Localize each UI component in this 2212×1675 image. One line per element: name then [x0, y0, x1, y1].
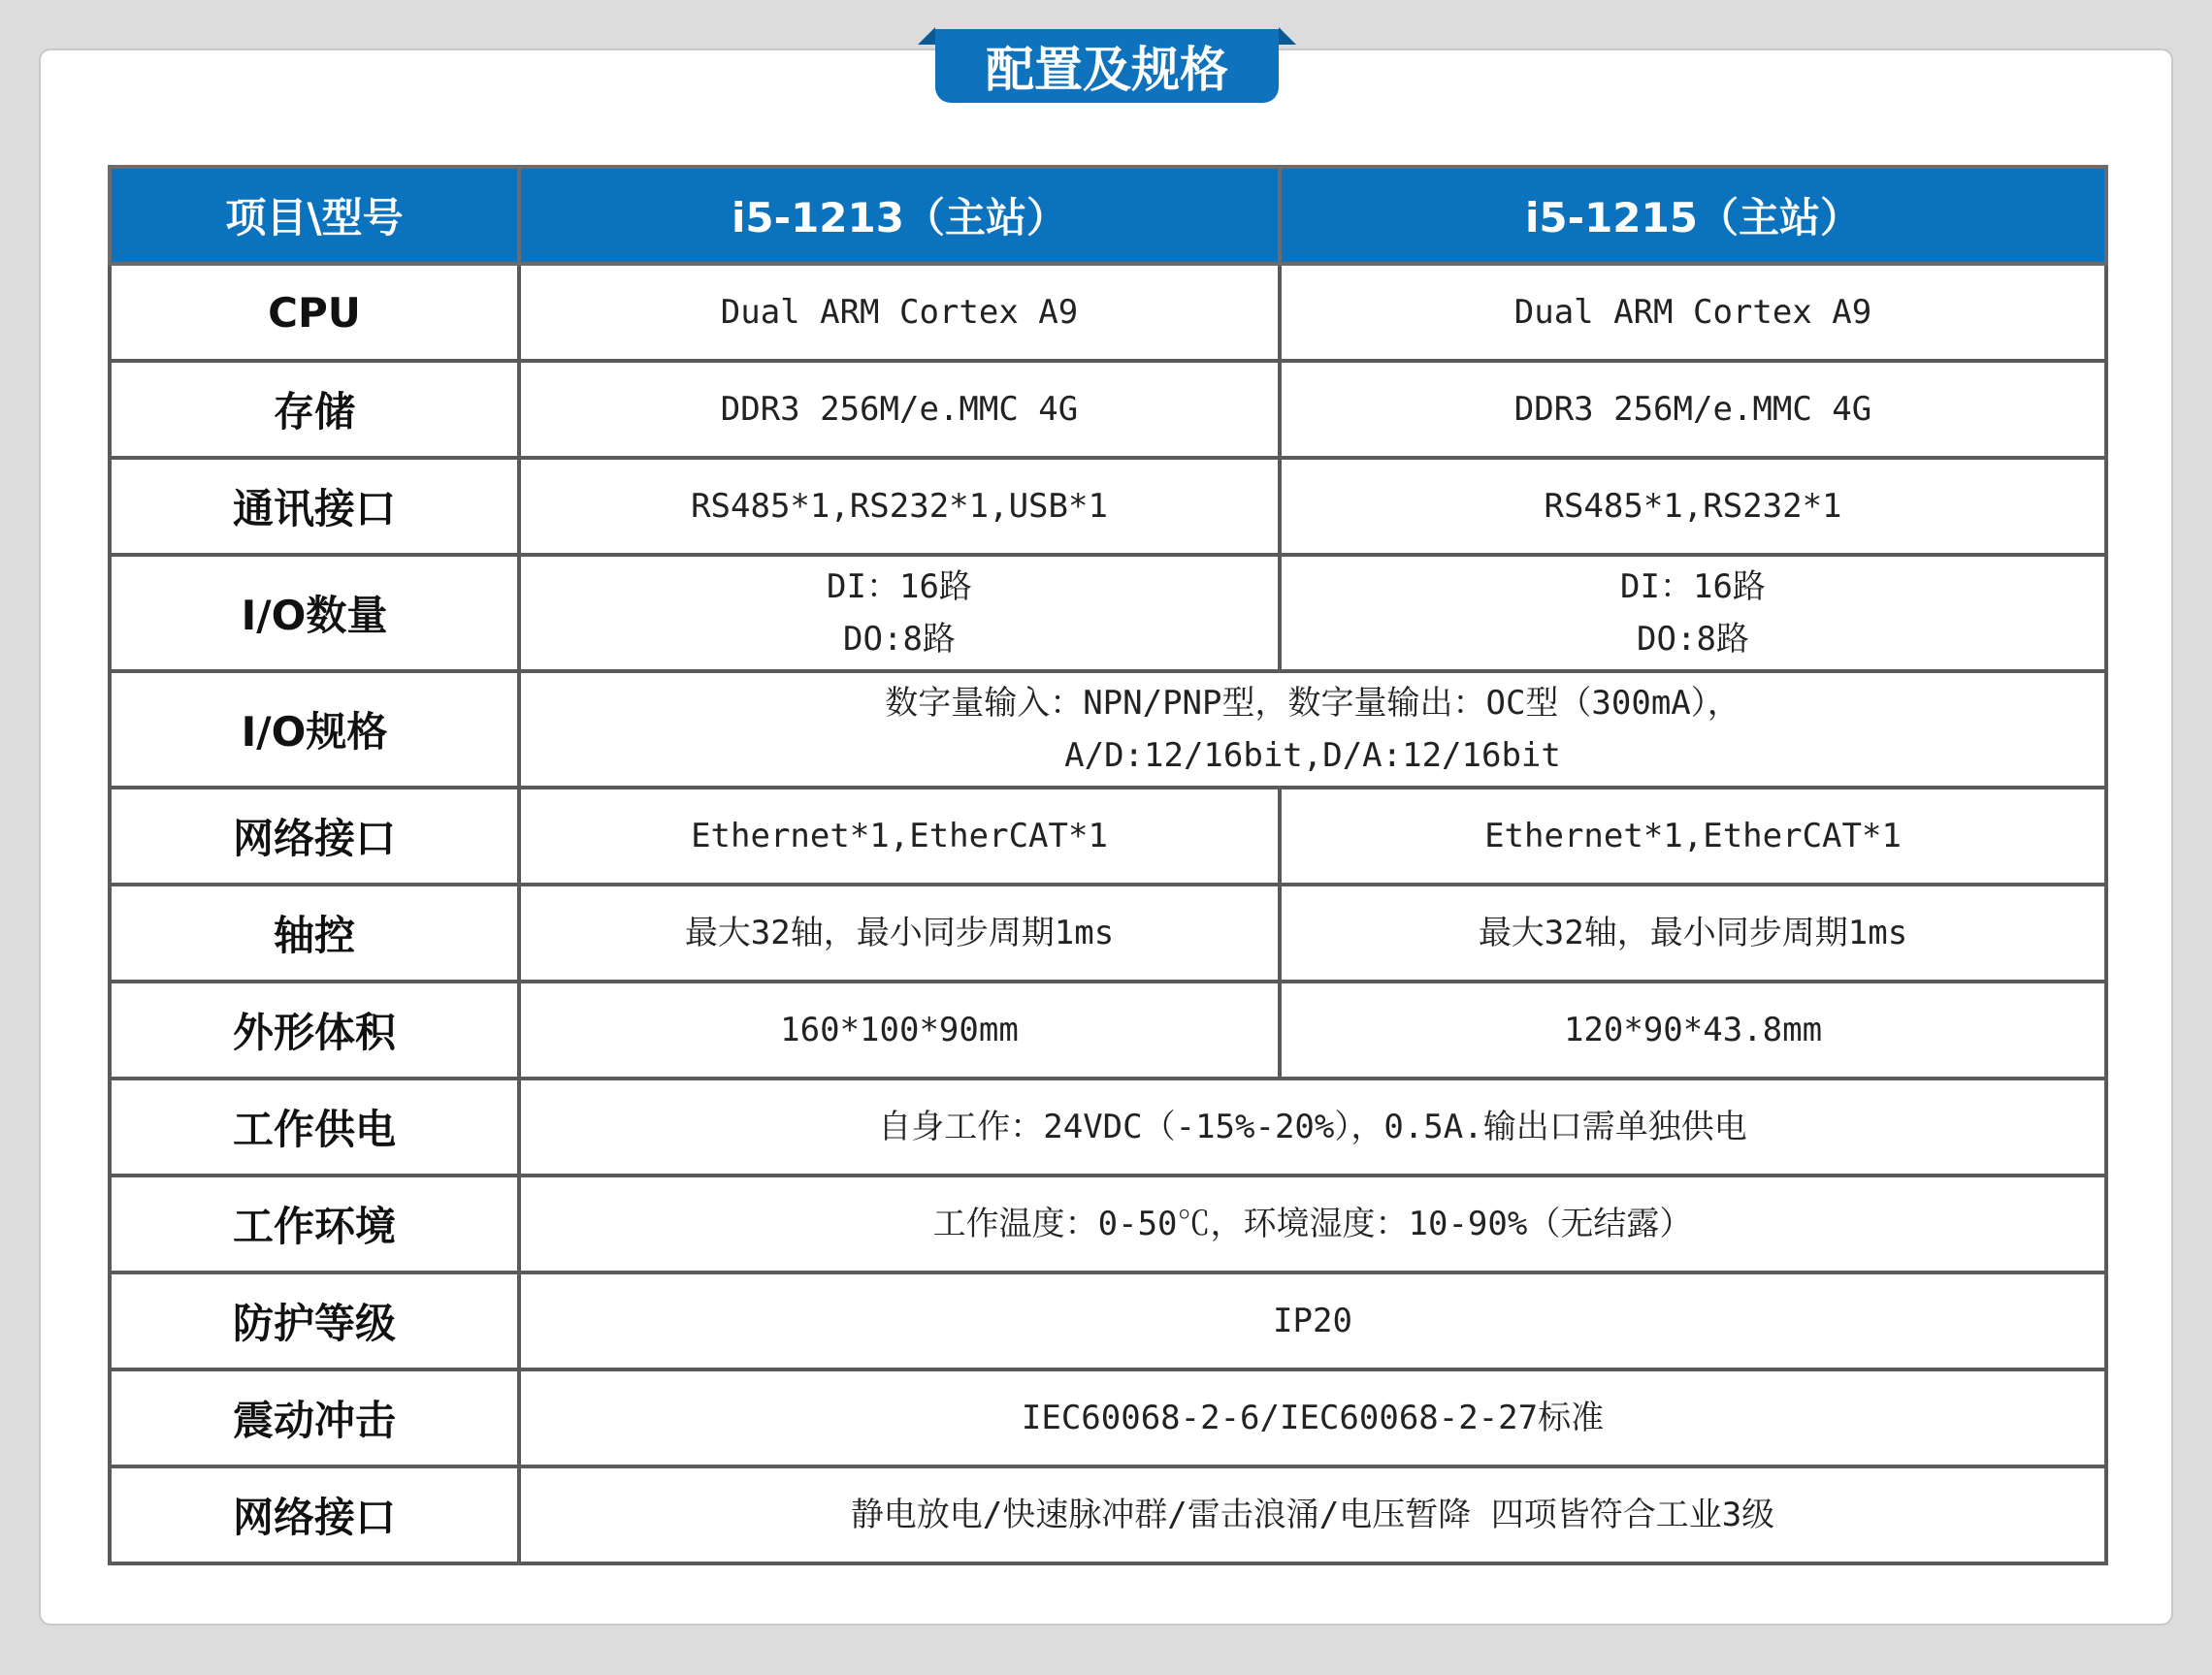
row-label: 网络接口 [110, 788, 519, 885]
table-row-axis [110, 885, 2106, 982]
cell-value: RS485*1,RS232*1,USB*1 [519, 458, 1280, 555]
cell-value [519, 555, 1280, 671]
table-row-emc [110, 1466, 2106, 1563]
row-label: 外形体积 [110, 982, 519, 1079]
row-label: 工作供电 [110, 1079, 519, 1176]
table-row-storage [110, 361, 2106, 458]
table-row-power [110, 1079, 2106, 1176]
cell-value-merged [519, 671, 2106, 788]
table-row-io-spec [110, 671, 2106, 788]
cell-line: DI：16路 [827, 567, 972, 606]
header-item-model: 项目\型号 [110, 167, 519, 264]
row-label: 存储 [110, 361, 519, 458]
table-row-size [110, 982, 2106, 1079]
row-label: 轴控 [110, 885, 519, 982]
cell-value: Dual ARM Cortex A9 [1280, 264, 2106, 361]
row-label: 网络接口 [110, 1466, 519, 1563]
cell-value: Dual ARM Cortex A9 [519, 264, 1280, 361]
cell-line: 数字量输入：NPN/PNP型，数字量输出：OC型（300mA）， [885, 684, 1740, 723]
cell-value: Ethernet*1,EtherCAT*1 [1280, 788, 2106, 885]
row-label: CPU [110, 264, 519, 361]
cell-value-merged: 工作温度：0-50℃，环境湿度：10-90%（无结露） [519, 1176, 2106, 1272]
cell-line: A/D:12/16bit,D/A:12/16bit [1064, 736, 1561, 775]
cell-value: 120*90*43.8mm [1280, 982, 2106, 1079]
cell-value: 最大32轴，最小同步周期1ms [1280, 885, 2106, 982]
table-row-io-count [110, 555, 2106, 671]
cell-value-merged: 自身工作：24VDC（-15%-20%），0.5A.输出口需单独供电 [519, 1079, 2106, 1176]
header-i5-1213: i5-1213（主站） [519, 167, 1280, 264]
cell-line: DO:8路 [843, 620, 956, 659]
cell-value [1280, 555, 2106, 671]
title-tab-fold-right [1279, 27, 1296, 45]
table-row-protection [110, 1272, 2106, 1369]
row-label: 通讯接口 [110, 458, 519, 555]
cell-value: 最大32轴，最小同步周期1ms [519, 885, 1280, 982]
row-label: I/O规格 [110, 671, 519, 788]
header-i5-1215: i5-1215（主站） [1280, 167, 2106, 264]
cell-value: DDR3 256M/e.MMC 4G [519, 361, 1280, 458]
row-label: 工作环境 [110, 1176, 519, 1272]
cell-value: RS485*1,RS232*1 [1280, 458, 2106, 555]
table-header-row [110, 167, 2106, 264]
cell-value-merged: 静电放电/快速脉冲群/雷击浪涌/电压暂降 四项皆符合工业3级 [519, 1466, 2106, 1563]
title-tab-fold-left [918, 27, 935, 45]
row-label: I/O数量 [110, 555, 519, 671]
cell-value: DDR3 256M/e.MMC 4G [1280, 361, 2106, 458]
table-row-env [110, 1176, 2106, 1272]
spec-table [108, 165, 2108, 1565]
section-title: 配置及规格 [935, 29, 1279, 103]
cell-value-merged: IEC60068-2-6/IEC60068-2-27标准 [519, 1369, 2106, 1466]
table-row-shock [110, 1369, 2106, 1466]
row-label: 震动冲击 [110, 1369, 519, 1466]
table-row-cpu [110, 264, 2106, 361]
table-row-comm [110, 458, 2106, 555]
cell-value-merged: IP20 [519, 1272, 2106, 1369]
row-label: 防护等级 [110, 1272, 519, 1369]
cell-line: DO:8路 [1637, 620, 1749, 659]
table-row-network [110, 788, 2106, 885]
cell-line: DI：16路 [1620, 567, 1766, 606]
cell-value: Ethernet*1,EtherCAT*1 [519, 788, 1280, 885]
cell-value: 160*100*90mm [519, 982, 1280, 1079]
